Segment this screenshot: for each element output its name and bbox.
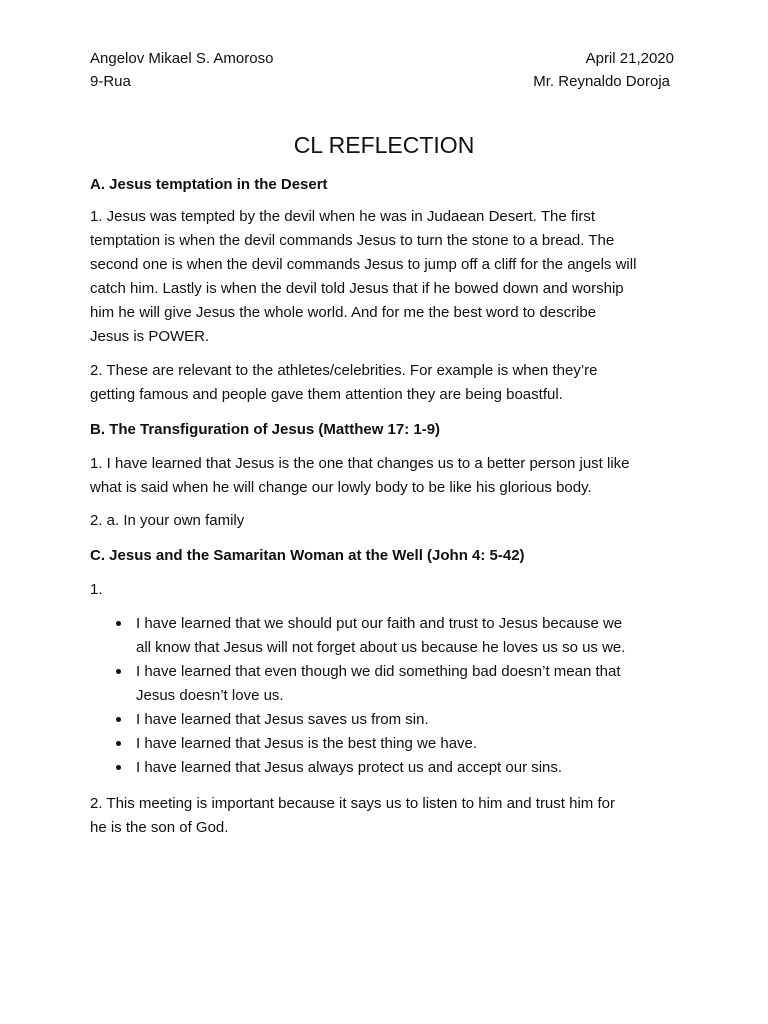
section-a-heading: A. Jesus temptation in the Desert (90, 176, 328, 193)
text-line: getting famous and people gave them attention they are being boastful. (90, 386, 563, 403)
text-line: him he will give Jesus the whole world. And for me the best word to describe (90, 304, 597, 321)
section-c-paragraph-1 (90, 578, 690, 602)
section-b-heading: B. The Transfiguration of Jesus (Matthew 17: 1-9) (90, 421, 441, 438)
bullet-icon (116, 669, 121, 674)
text-line: I have learned that Jesus saves us from sin. (136, 711, 429, 728)
text-line: I have learned that even though we did something bad doesn’t mean that (136, 663, 621, 680)
text-line: second one is when the devil commands Jesus to jump off a cliff for the angels will (90, 256, 637, 273)
list-item (90, 612, 690, 660)
text-line: catch him. Lastly is when the devil told Jesus that if he bowed down and worship (90, 280, 624, 297)
section-a-paragraph-2 (90, 359, 690, 407)
text-line: he is the son of God. (90, 819, 229, 836)
text-line: Jesus is POWER. (90, 328, 210, 345)
text-line: temptation is when the devil commands Jesus to turn the stone to a bread. The (90, 232, 615, 249)
teacher-name: Mr. Reynaldo Doroja (533, 73, 670, 90)
section-c-heading: C. Jesus and the Samaritan Woman at the Well (John 4: 5-42) (90, 547, 525, 564)
text-line: 1. (90, 581, 103, 598)
text-line: I have learned that Jesus is the best thing we have. (136, 735, 478, 752)
document-date: April 21,2020 (585, 50, 674, 67)
text-line: 2. This meeting is important because it says us to listen to him and trust him for (90, 795, 615, 812)
text-line: Jesus doesn’t love us. (136, 687, 284, 704)
bullet-icon (116, 717, 121, 722)
section-a-paragraph-1 (90, 205, 690, 349)
text-line: 2. These are relevant to the athletes/celebrities. For example is when they’re (90, 362, 598, 379)
section-b-paragraph-1 (90, 452, 690, 500)
list-item (90, 660, 690, 708)
list-item (90, 708, 690, 732)
bullet-icon (116, 621, 121, 626)
list-item (90, 756, 690, 780)
text-line: 1. Jesus was tempted by the devil when he was in Judaean Desert. The first (90, 208, 595, 225)
text-line: I have learned that Jesus always protect us and accept our sins. (136, 759, 563, 776)
text-line: what is said when he will change our lowly body to be like his glorious body. (90, 479, 592, 496)
document-title: CL REFLECTION (293, 132, 475, 158)
text-line: 1. I have learned that Jesus is the one that changes us to a better person just like (90, 455, 630, 472)
section-c-paragraph-2 (90, 792, 690, 840)
list-item (90, 732, 690, 756)
text-line: I have learned that we should put our faith and trust to Jesus because we (136, 615, 623, 632)
text-line: 2. a. In your own family (90, 512, 245, 529)
student-section: 9-Rua (90, 73, 131, 90)
section-b-paragraph-2 (90, 509, 690, 533)
bullet-icon (116, 765, 121, 770)
bullet-icon (116, 741, 121, 746)
text-line: all know that Jesus will not forget about us because he loves us so us we. (136, 639, 626, 656)
reflection-bullet-list (90, 612, 690, 780)
student-name: Angelov Mikael S. Amoroso (90, 50, 274, 67)
